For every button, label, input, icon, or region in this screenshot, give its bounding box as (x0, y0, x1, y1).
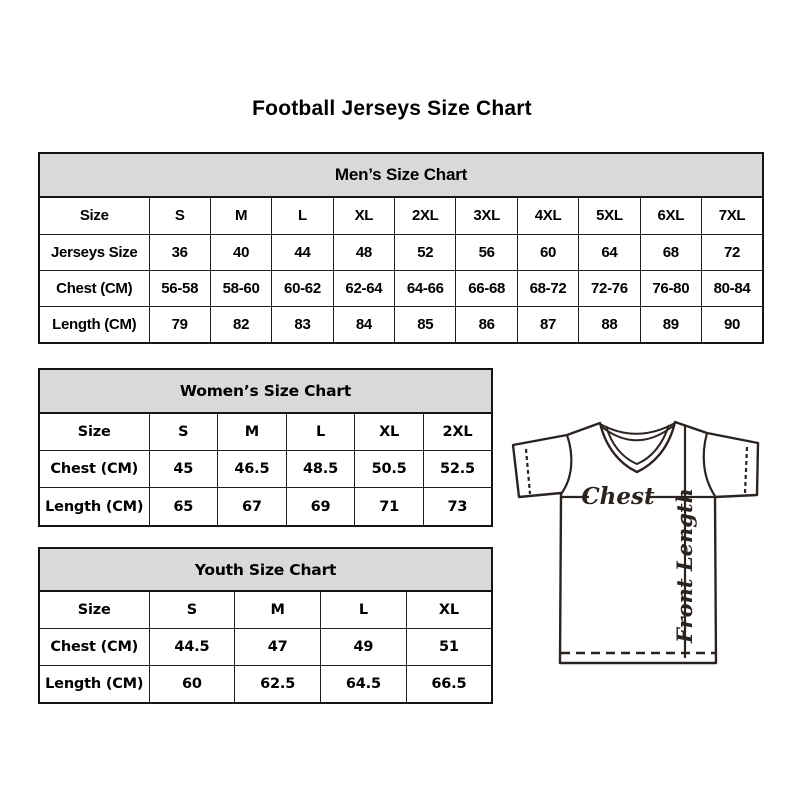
youth-cell: 60 (149, 665, 235, 703)
mens-cell: XL (333, 197, 394, 234)
womens-cell: 73 (423, 488, 492, 526)
mens-cell: 68 (640, 234, 701, 270)
womens-cell: 71 (355, 488, 424, 526)
womens-cell: 45 (149, 451, 218, 488)
youth-row-label: Length (CM) (39, 665, 149, 703)
mens-table-row (39, 270, 763, 306)
womens-cell: XL (355, 413, 424, 451)
mens-table (38, 152, 764, 344)
mens-row-label: Chest (CM) (39, 270, 149, 306)
mens-cell: 68-72 (517, 270, 578, 306)
mens-row-label: Size (39, 197, 149, 234)
youth-cell: 49 (321, 629, 407, 666)
mens-cell: 80-84 (702, 270, 763, 306)
front-length-label: Front Length (672, 488, 697, 643)
mens-cell: 64 (579, 234, 640, 270)
mens-cell: 7XL (702, 197, 763, 234)
youth-cell: 44.5 (149, 629, 235, 666)
mens-cell: 64-66 (395, 270, 456, 306)
youth-cell: L (321, 591, 407, 629)
womens-cell: 67 (218, 488, 287, 526)
youth-cell: S (149, 591, 235, 629)
mens-table-row (39, 234, 763, 270)
womens-cell: L (286, 413, 355, 451)
mens-cell: 6XL (640, 197, 701, 234)
womens-cell: 69 (286, 488, 355, 526)
mens-cell: 72-76 (579, 270, 640, 306)
youth-cell: 62.5 (235, 665, 321, 703)
mens-cell: 62-64 (333, 270, 394, 306)
jersey-outline (513, 422, 758, 663)
mens-table-row (39, 306, 763, 343)
womens-cell: 65 (149, 488, 218, 526)
mens-size-chart-table (38, 152, 764, 344)
womens-size-chart-table (38, 368, 493, 527)
youth-size-chart-table (38, 547, 493, 704)
womens-cell: 2XL (423, 413, 492, 451)
womens-row-label: Size (39, 413, 149, 451)
mens-cell: 79 (149, 306, 210, 343)
mens-cell: 89 (640, 306, 701, 343)
womens-cell: 52.5 (423, 451, 492, 488)
youth-table (38, 547, 493, 704)
womens-table-row (39, 451, 492, 488)
mens-cell: 48 (333, 234, 394, 270)
mens-cell: 82 (210, 306, 271, 343)
youth-cell: 51 (406, 629, 492, 666)
mens-cell: 66-68 (456, 270, 517, 306)
mens-cell: 83 (272, 306, 333, 343)
page-title: Football Jerseys Size Chart (252, 97, 532, 120)
mens-cell: 85 (395, 306, 456, 343)
mens-table-row (39, 197, 763, 234)
mens-row-label: Length (CM) (39, 306, 149, 343)
youth-table-row (39, 629, 492, 666)
mens-cell: 72 (702, 234, 763, 270)
mens-cell: 90 (702, 306, 763, 343)
womens-cell: 46.5 (218, 451, 287, 488)
mens-table-header: Men’s Size Chart (39, 153, 763, 197)
mens-cell: 58-60 (210, 270, 271, 306)
youth-cell: M (235, 591, 321, 629)
mens-cell: 56-58 (149, 270, 210, 306)
youth-cell: 64.5 (321, 665, 407, 703)
mens-cell: 44 (272, 234, 333, 270)
mens-cell: 52 (395, 234, 456, 270)
mens-cell: 4XL (517, 197, 578, 234)
jersey-measurement-diagram (495, 400, 795, 680)
youth-cell: XL (406, 591, 492, 629)
youth-row-label: Size (39, 591, 149, 629)
womens-cell: M (218, 413, 287, 451)
mens-cell: 5XL (579, 197, 640, 234)
womens-table-header: Women’s Size Chart (39, 369, 492, 413)
youth-cell: 47 (235, 629, 321, 666)
mens-cell: 3XL (456, 197, 517, 234)
chest-label: Chest (581, 483, 655, 510)
mens-cell: 2XL (395, 197, 456, 234)
womens-cell: S (149, 413, 218, 451)
mens-row-label: Jerseys Size (39, 234, 149, 270)
mens-cell: 88 (579, 306, 640, 343)
mens-cell: 86 (456, 306, 517, 343)
youth-row-label: Chest (CM) (39, 629, 149, 666)
mens-cell: M (210, 197, 271, 234)
youth-table-header: Youth Size Chart (39, 548, 492, 591)
youth-table-row (39, 665, 492, 703)
mens-cell: 40 (210, 234, 271, 270)
youth-table-row (39, 591, 492, 629)
mens-cell: 84 (333, 306, 394, 343)
mens-cell: 60-62 (272, 270, 333, 306)
mens-cell: S (149, 197, 210, 234)
mens-cell: 76-80 (640, 270, 701, 306)
mens-cell: 60 (517, 234, 578, 270)
womens-table (38, 368, 493, 527)
womens-row-label: Length (CM) (39, 488, 149, 526)
womens-cell: 48.5 (286, 451, 355, 488)
womens-row-label: Chest (CM) (39, 451, 149, 488)
mens-cell: 56 (456, 234, 517, 270)
womens-cell: 50.5 (355, 451, 424, 488)
womens-table-row (39, 413, 492, 451)
mens-cell: L (272, 197, 333, 234)
mens-cell: 87 (517, 306, 578, 343)
womens-table-row (39, 488, 492, 526)
youth-cell: 66.5 (406, 665, 492, 703)
mens-cell: 36 (149, 234, 210, 270)
